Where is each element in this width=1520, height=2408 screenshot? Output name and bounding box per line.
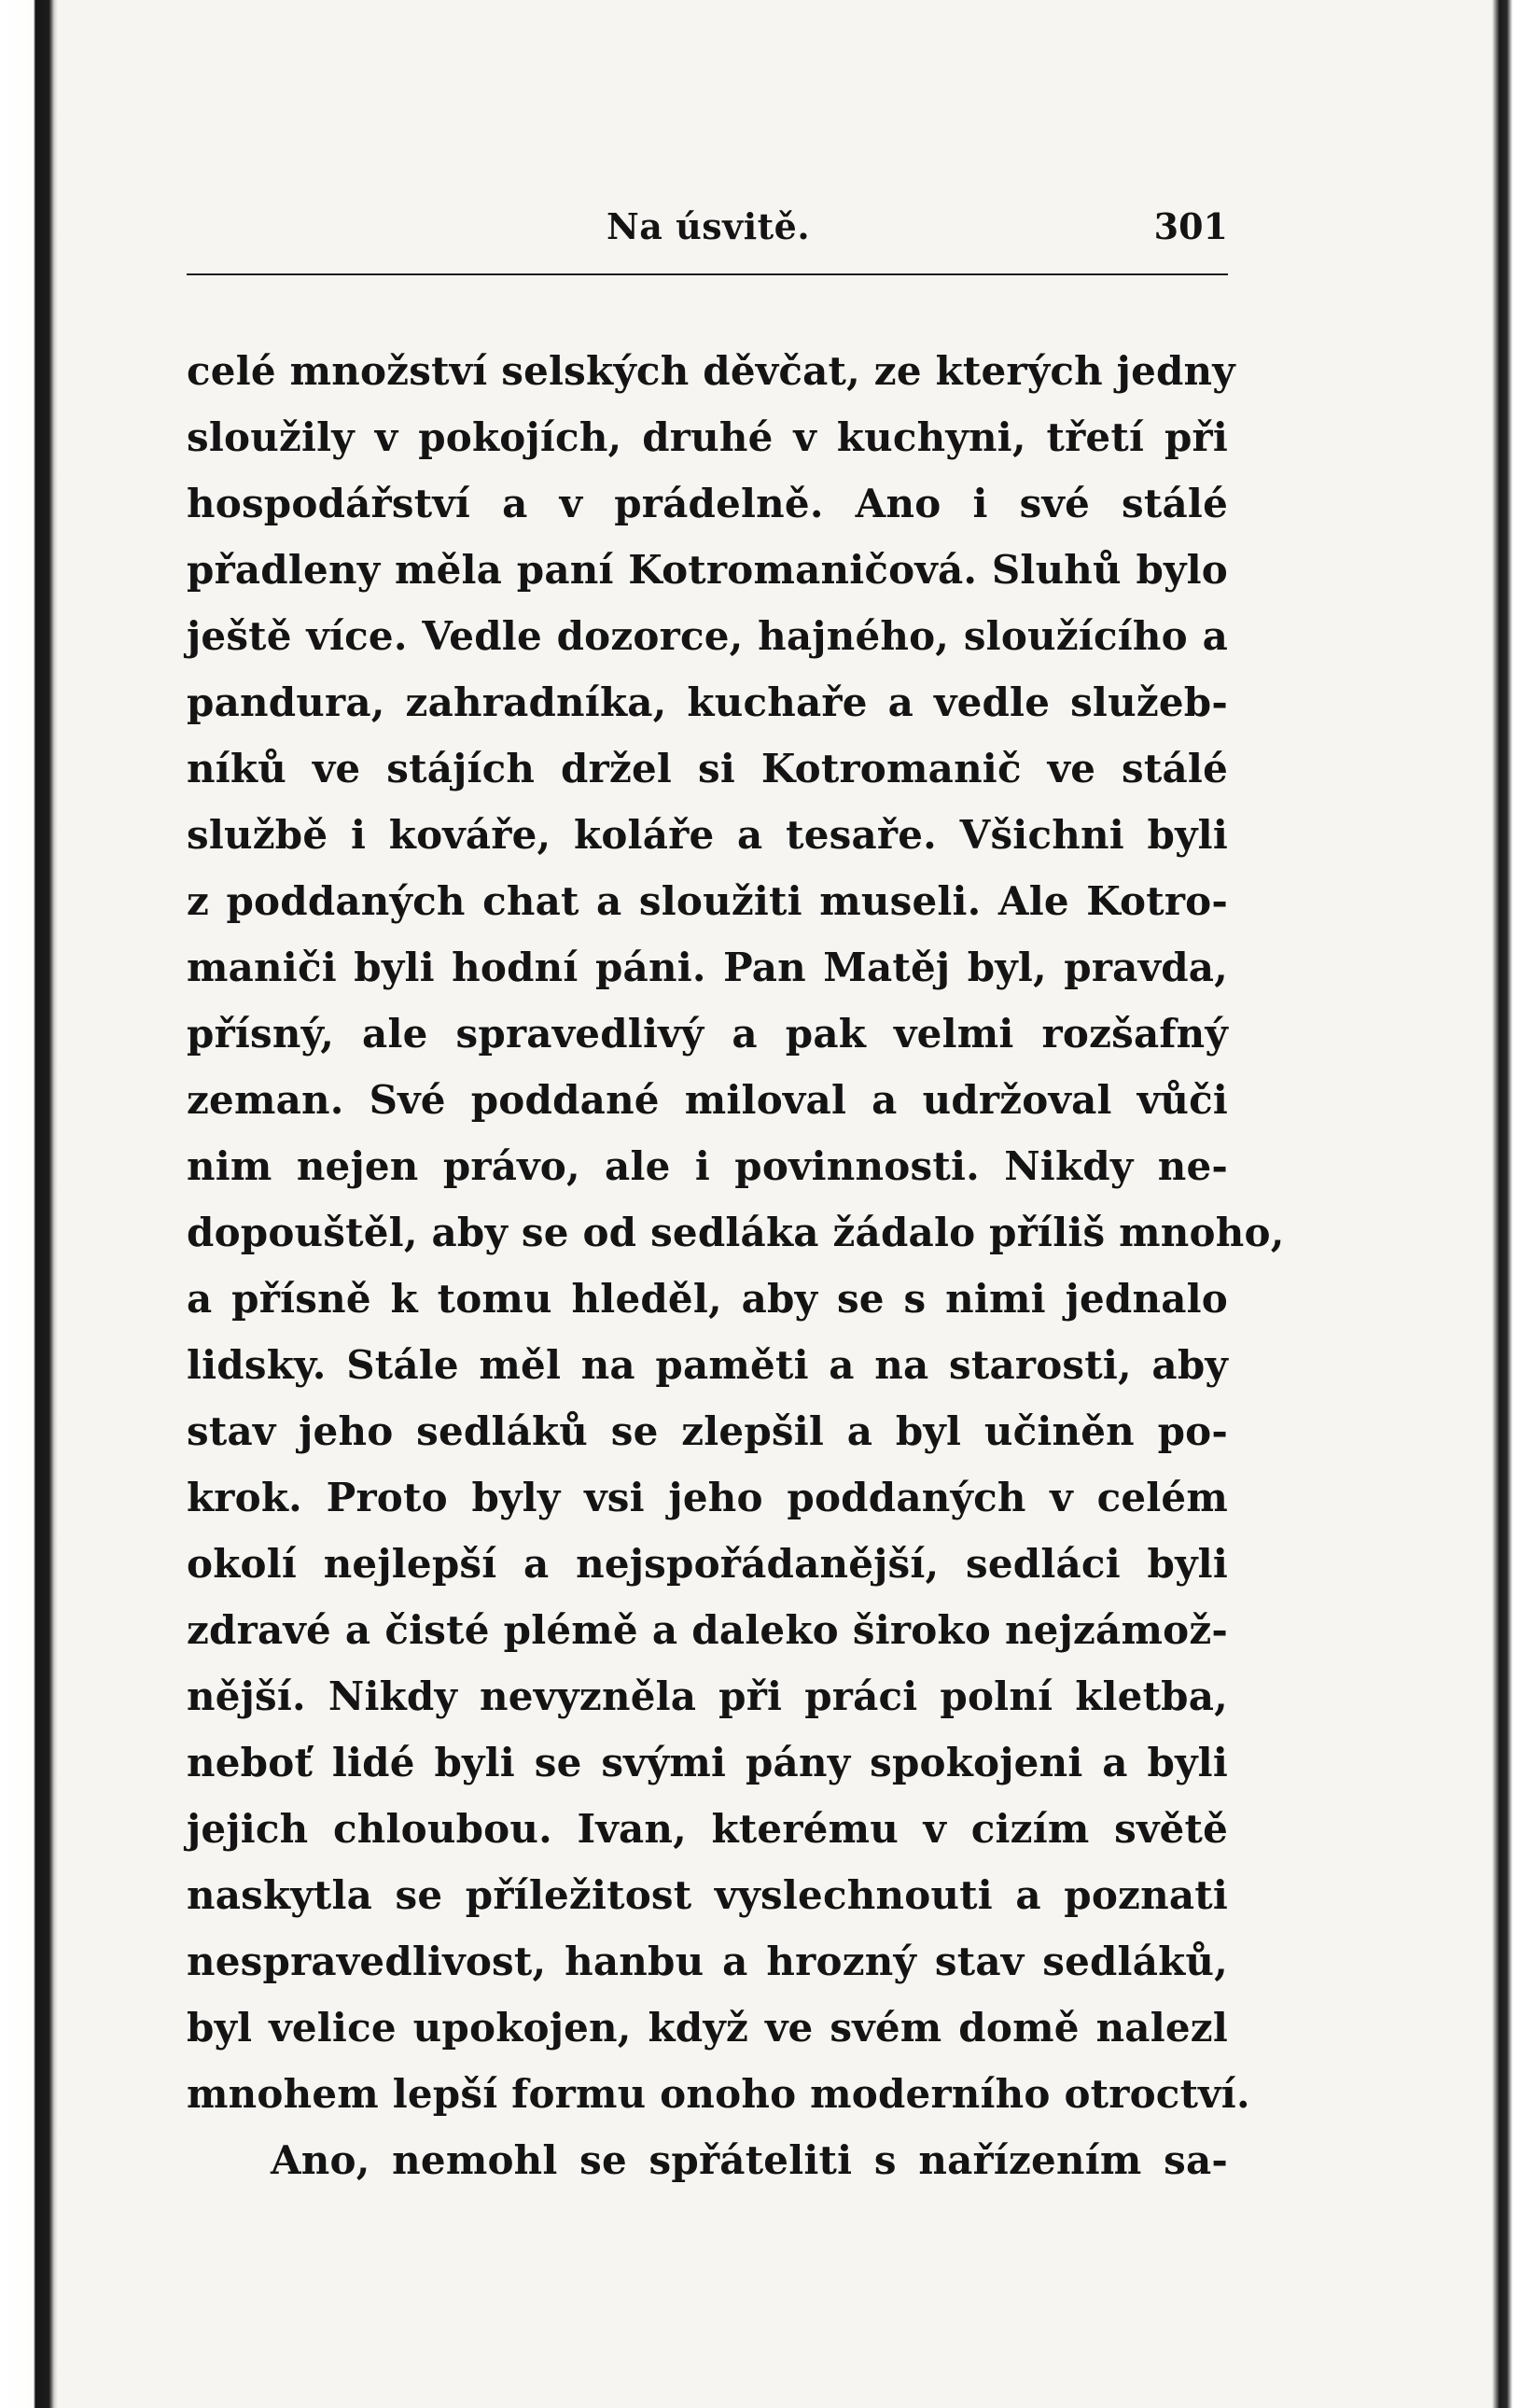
text-line: a přísně k tomu hleděl, aby se s nimi jednalo: [187, 1276, 1228, 1322]
binding-edge: [0, 0, 54, 2408]
text-line: nespravedlivost, hanbu a hrozný stav sedláků,: [187, 1939, 1228, 1984]
text-line: okolí nejlepší a nejspořádanější, sedláci byli: [187, 1541, 1228, 1587]
text-line: pandura, zahradníka, kuchaře a vedle služeb-: [187, 679, 1228, 725]
text-line: sloužily v pokojích, druhé v kuchyni, třetí při: [187, 414, 1228, 460]
text-line: zdravé a čisté plémě a daleko široko nejzámož-: [187, 1607, 1228, 1653]
text-line: přadleny měla paní Kotromaničová. Sluhů bylo: [187, 547, 1228, 593]
text-line: stav jeho sedláků se zlepšil a byl učiněn po-: [187, 1408, 1228, 1454]
text-line: zeman. Své poddané miloval a udržoval vůči: [187, 1077, 1228, 1123]
text-line: níků ve stájích držel si Kotromanič ve stálé: [187, 746, 1228, 791]
text-line: neboť lidé byli se svými pány spokojeni a byli: [187, 1740, 1228, 1785]
text-line: službě i kováře, koláře a tesaře. Všichni byli: [187, 812, 1228, 858]
body-text: [187, 338, 1285, 2193]
text-line: byl velice upokojen, když ve svém domě nalezl: [187, 2005, 1228, 2051]
page-number: 301: [1153, 205, 1228, 247]
page-edge: [1492, 0, 1520, 2408]
text-line: hospodářství a v prádelně. Ano i své stálé: [187, 481, 1228, 526]
text-line: maniči byli hodní páni. Pan Matěj byl, pravda,: [187, 945, 1228, 990]
binding-shadow: [49, 0, 58, 2408]
text-line: nější. Nikdy nevyzněla při práci polní kletba,: [187, 1673, 1228, 1719]
text-line: lidsky. Stále měl na paměti a na starosti, aby: [187, 1342, 1228, 1388]
text-line: z poddaných chat a sloužiti museli. Ale Kotro-: [187, 878, 1228, 924]
text-line: dopouštěl, aby se od sedláka žádalo příliš mnoho,: [187, 1210, 1285, 1255]
text-line-paragraph-start: Ano, nemohl se spřáteliti s nařízením sa-: [271, 2137, 1228, 2183]
text-line: nim nejen právo, ale i povinnosti. Nikdy ne-: [187, 1143, 1228, 1189]
text-line: přísný, ale spravedlivý a pak velmi rozšafný: [187, 1011, 1228, 1057]
text-line: mnohem lepší formu onoho moderního otroctví.: [187, 2071, 1250, 2117]
running-title: Na úsvitě.: [607, 205, 811, 247]
text-line: krok. Proto byly vsi jeho poddaných v celém: [187, 1475, 1228, 1520]
text-line: jejich chloubou. Ivan, kterému v cizím světě: [187, 1806, 1228, 1852]
text-line: naskytla se příležitost vyslechnouti a poznati: [187, 1872, 1228, 1918]
running-header: [187, 205, 1228, 258]
header-rule: [187, 273, 1228, 275]
text-line: celé množství selských děvčat, ze kterých jedny: [187, 348, 1235, 394]
text-line: ještě více. Vedle dozorce, hajného, sloužícího a: [187, 613, 1228, 659]
